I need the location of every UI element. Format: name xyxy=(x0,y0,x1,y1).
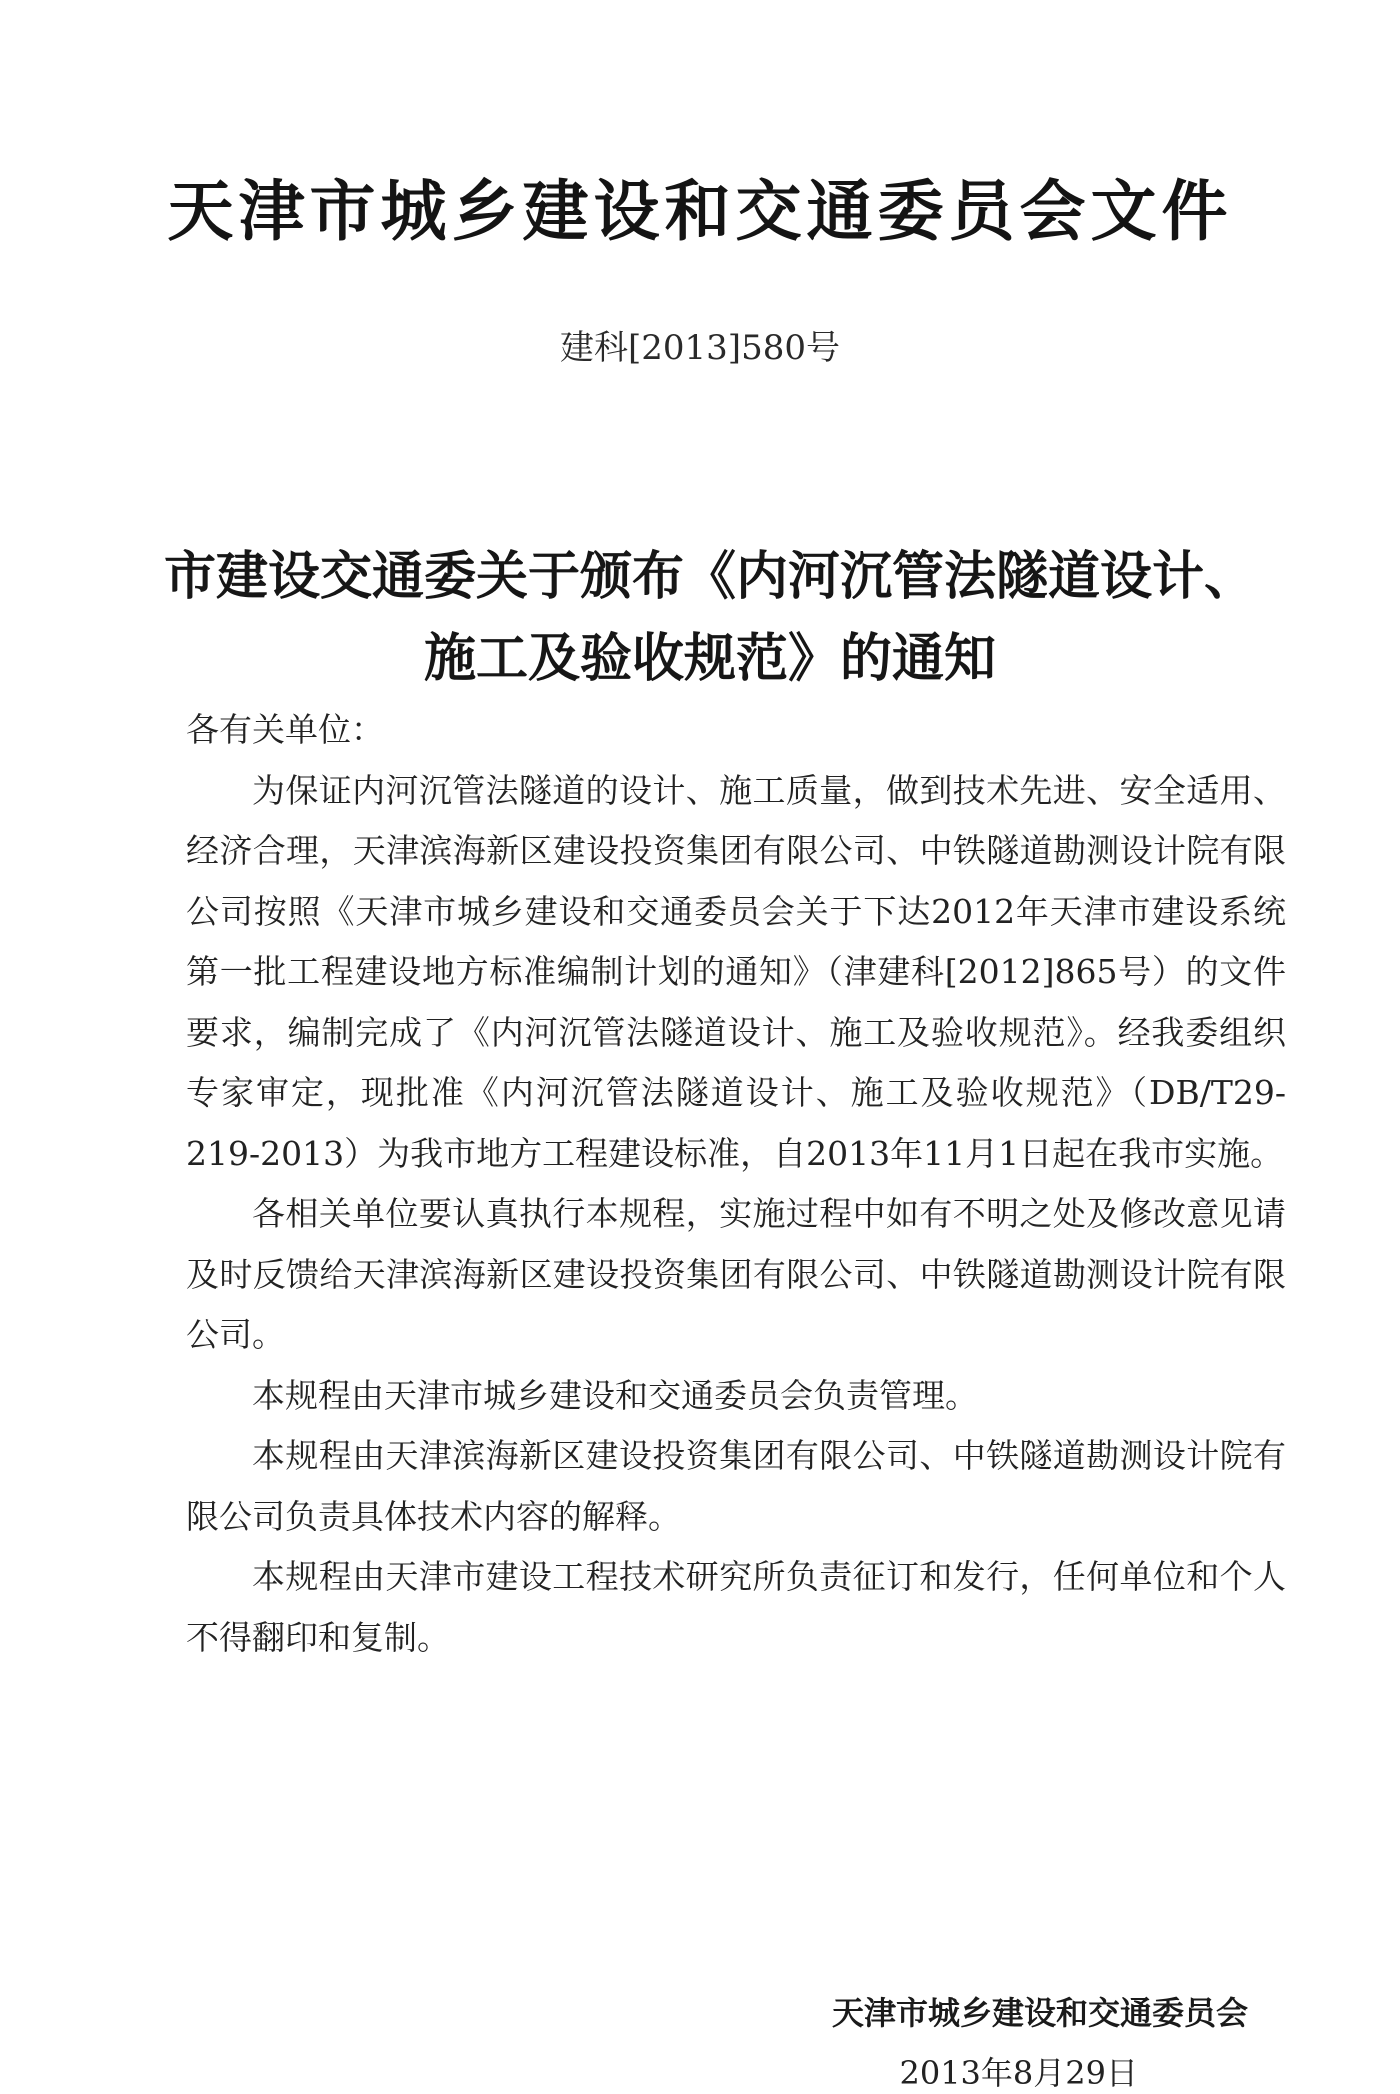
notice-title-line-2: 施工及验收规范》的通知 xyxy=(423,629,996,689)
document-number: 建科[2013]580号 xyxy=(560,328,840,368)
body-paragraph-5: 本规程由天津市建设工程技术研究所负责征订和发行，任何单位和个人不得翻印和复制。 xyxy=(186,1557,1286,1657)
body-paragraph-4: 本规程由天津滨海新区建设投资集团有限公司、中铁隧道勘测设计院有限公司负责具体技术内容的解释。 xyxy=(186,1436,1286,1536)
body-paragraph-2: 各相关单位要认真执行本规程，实施过程中如有不明之处及修改意见请及时反馈给天津滨海新区建设投资集团有限公司、中铁隧道勘测设计院有限公司。 xyxy=(186,1194,1286,1354)
notice-title-line-1: 市建设交通委关于颁布《内河沉管法隧道设计、 xyxy=(163,547,1256,607)
signature-organization: 天津市城乡建设和交通委员会 xyxy=(831,1994,1248,2032)
notice-title xyxy=(150,536,1270,700)
document-header-title: 天津市城乡建设和交通委员会文件 xyxy=(167,173,1233,250)
body-paragraph-1: 为保证内河沉管法隧道的设计、施工质量，做到技术先进、安全适用、经济合理，天津滨海新区建设投资集团有限公司、中铁隧道勘测设计院有限公司按照《天津市城乡建设和交通委员会关于下达2012年天津市建设系统第一批工程建设地方标准编制计划的通知》（津建科[2012]865号）的文件要求，编制完成了《内河沉管法隧道设计、施工及验收规范》。经我委组织专家审定，现批准《内河沉管法隧道设计、施工及验收规范》（DB/T29-219-2013）为我市地方工程建设标准，自2013年11月1日起在我市实施。 xyxy=(186,770,1286,1173)
signature-date: 2013年8月29日 xyxy=(899,2054,1138,2092)
notice-body xyxy=(186,700,1286,1668)
salutation: 各有关单位： xyxy=(186,710,384,749)
body-paragraph-3: 本规程由天津市城乡建设和交通委员会负责管理。 xyxy=(252,1375,978,1415)
